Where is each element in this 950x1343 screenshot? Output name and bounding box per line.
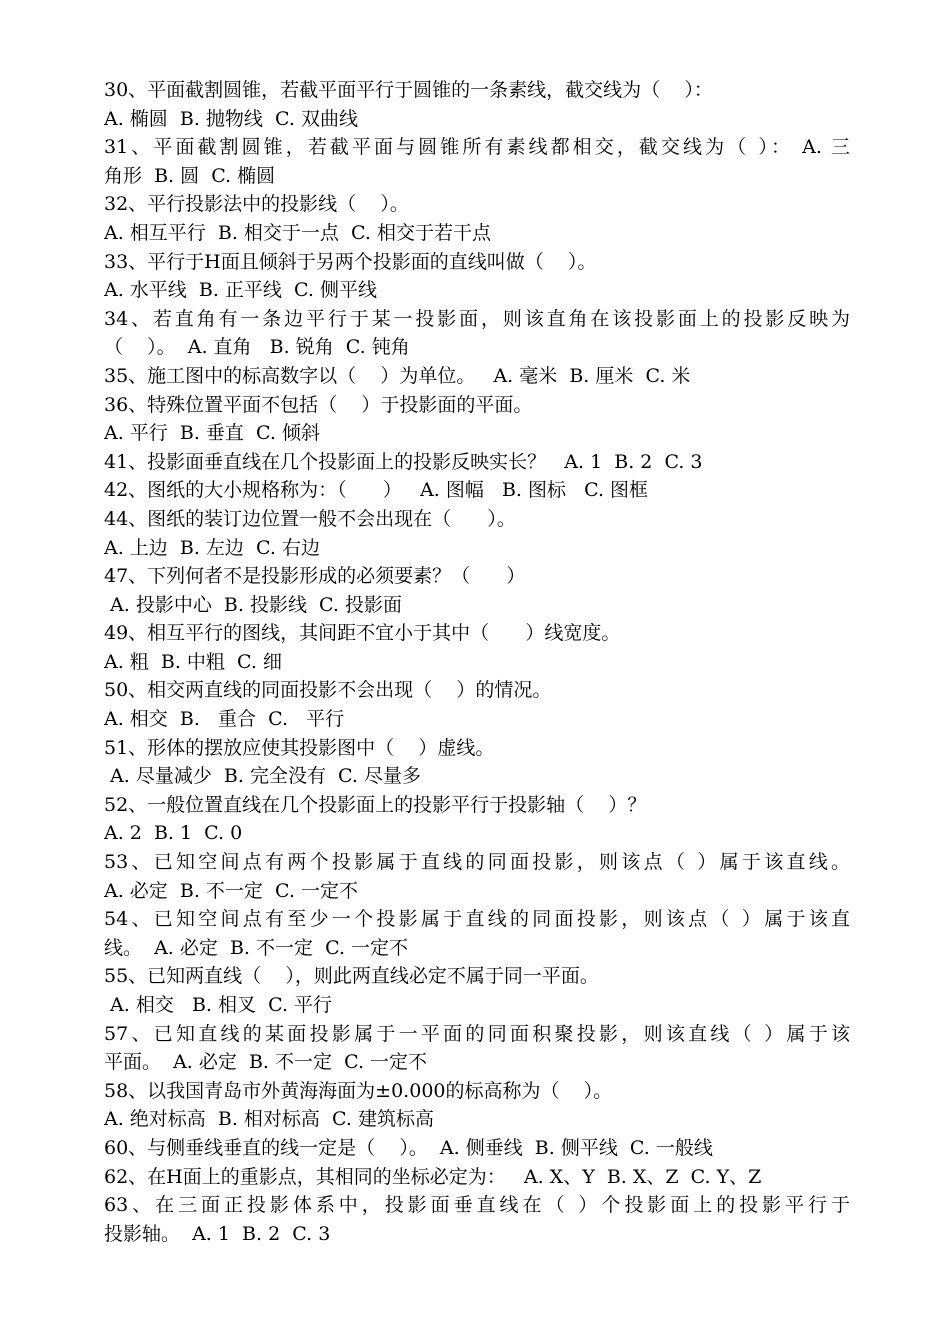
text-line: 49、相互平行的图线，其间距不宜小于其中（ ）线宽度。: [104, 622, 621, 645]
text-line: 平面。 A. 必定 B. 不一定 C. 一定不: [104, 1051, 428, 1074]
text-line: A. 相交 B. 重合 C. 平行: [104, 708, 345, 731]
text-line: A. 绝对标高 B. 相对标高 C. 建筑标高: [104, 1108, 434, 1131]
text-line: 58、以我国青岛市外黄海海面为±0.000的标高称为（ ）。: [104, 1079, 613, 1102]
text-line: A. 粗 B. 中粗 C. 细: [104, 650, 282, 673]
text-line: 51、形体的摆放应使其投影图中（ ）虚线。: [104, 736, 495, 759]
text-line: 线。 A. 必定 B. 不一定 C. 一定不: [104, 936, 409, 959]
document-page: [104, 76, 850, 1248]
text-line: 33、平行于H面且倾斜于另两个投影面的直线叫做（ ）。: [104, 250, 597, 273]
text-line: 31、平面截割圆锥，若截平面与圆锥所有素线都相交，截交线为（ ）： A. 三: [104, 136, 850, 159]
text-line: A. 椭圆 B. 抛物线 C. 双曲线: [104, 107, 358, 130]
text-line: 42、图纸的大小规格称为：（ ） A. 图幅 B. 图标 C. 图框: [104, 479, 649, 502]
text-line: 35、施工图中的标高数字以（ ）为单位。 A. 毫米 B. 厘米 C. 米: [104, 364, 691, 387]
text-line: 55、已知两直线（ ），则此两直线必定不属于同一平面。: [104, 965, 599, 988]
text-line: 角形 B. 圆 C. 椭圆: [104, 164, 276, 187]
text-line: A. 相互平行 B. 相交于一点 C. 相交于若干点: [104, 221, 491, 244]
text-line: 30、平面截割圆锥，若截平面平行于圆锥的一条素线，截交线为（ ）：: [104, 79, 713, 101]
text-line: 53、已知空间点有两个投影属于直线的同面投影，则该点（ ）属于该直线。: [104, 851, 850, 874]
text-line: 41、投影面垂直线在几个投影面上的投影反映实长？ A. 1 B. 2 C. 3: [104, 450, 703, 473]
text-line: A. 水平线 B. 正平线 C. 侧平线: [104, 279, 377, 302]
text-line: （ ）。 A. 直角 B. 锐角 C. 钝角: [104, 336, 410, 359]
text-line: 54、已知空间点有至少一个投影属于直线的同面投影，则该点（ ）属于该直: [104, 908, 850, 931]
text-line: 57、已知直线的某面投影属于一平面的同面积聚投影，则该直线（ ）属于该: [104, 1022, 850, 1045]
text-line: 44、图纸的装订边位置一般不会出现在（ ）。: [104, 507, 516, 530]
text-line: 50、相交两直线的同面投影不会出现（ ）的情况。: [104, 679, 552, 702]
text-line: A. 尽量减少 B. 完全没有 C. 尽量多: [104, 765, 421, 788]
text-line: A. 2 B. 1 C. 0: [104, 822, 243, 845]
text-line: 36、特殊位置平面不包括（ ）于投影面的平面。: [104, 393, 533, 416]
text-line: 62、在H面上的重影点，其相同的坐标必定为： A. X、Y B. X、Z C. Y、Z: [104, 1165, 762, 1188]
text-line: 投影轴。 A. 1 B. 2 C. 3: [104, 1222, 331, 1245]
text-line: 34、若直角有一条边平行于某一投影面，则该直角在该投影面上的投影反映为: [104, 307, 850, 330]
text-line: 47、下列何者不是投影形成的必须要素？（ ）: [104, 565, 526, 588]
text-line: A. 投影中心 B. 投影线 C. 投影面: [104, 593, 402, 616]
text-line: 63、在三面正投影体系中，投影面垂直线在（ ）个投影面上的投影平行于: [104, 1194, 850, 1217]
text-line: A. 上边 B. 左边 C. 右边: [104, 536, 320, 559]
text-line: 52、一般位置直线在几个投影面上的投影平行于投影轴（ ）？: [104, 793, 647, 816]
text-line: 60、与侧垂线垂直的线一定是（ ）。 A. 侧垂线 B. 侧平线 C. 一般线: [104, 1136, 713, 1159]
text-line: A. 相交 B. 相叉 C. 平行: [104, 994, 333, 1016]
text-line: A. 必定 B. 不一定 C. 一定不: [104, 879, 358, 902]
text-line: 32、平行投影法中的投影线（ ）。: [104, 193, 409, 216]
text-line: A. 平行 B. 垂直 C. 倾斜: [104, 422, 320, 445]
